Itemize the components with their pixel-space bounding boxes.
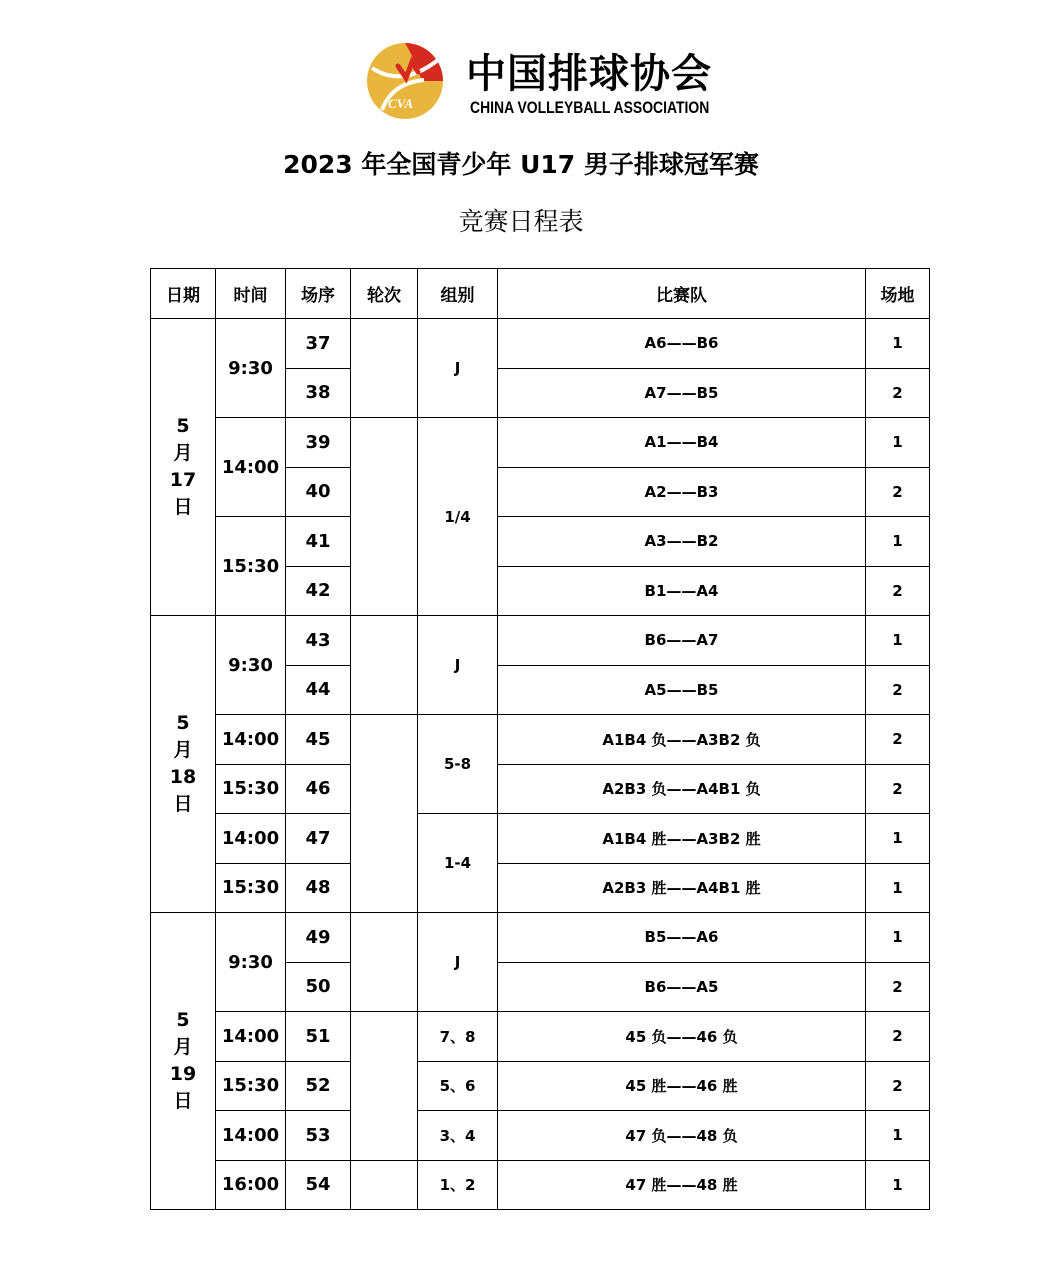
association-name-en: CHINA VOLLEYBALL ASSOCIATION [470, 98, 710, 117]
group-cell: 3、4 [418, 1111, 498, 1161]
date-part: 月 [173, 442, 193, 464]
date-part: 5 [176, 712, 190, 734]
table-row [151, 319, 930, 369]
venue-cell: 1 [866, 616, 930, 666]
teams-cell: A2B3 胜——A4B1 胜 [498, 863, 866, 913]
date-cell [151, 616, 216, 913]
teams-cell: A2——B3 [498, 467, 866, 517]
date-part: 月 [173, 739, 193, 761]
venue-cell: 1 [866, 517, 930, 567]
seq-cell: 39 [286, 418, 351, 468]
round-cell [351, 319, 418, 418]
header-venue: 场地 [866, 269, 930, 319]
seq-cell: 50 [286, 962, 351, 1012]
teams-cell: A6——B6 [498, 319, 866, 369]
time-cell: 14:00 [216, 715, 286, 765]
time-cell: 16:00 [216, 1160, 286, 1210]
time-cell: 14:00 [216, 418, 286, 517]
date-part: 5 [176, 415, 190, 437]
date-part: 日 [173, 793, 193, 815]
header-round: 轮次 [351, 269, 418, 319]
round-cell [351, 913, 418, 1012]
seq-cell: 41 [286, 517, 351, 567]
volleyball-emblem-icon [362, 38, 462, 124]
header-teams: 比赛队 [498, 269, 866, 319]
header-seq: 场序 [286, 269, 351, 319]
teams-cell: A1B4 负——A3B2 负 [498, 715, 866, 765]
venue-cell: 1 [866, 863, 930, 913]
teams-cell: B6——A5 [498, 962, 866, 1012]
venue-cell: 2 [866, 1061, 930, 1111]
date-cell [151, 319, 216, 616]
seq-cell: 53 [286, 1111, 351, 1161]
table-row [151, 418, 930, 468]
header-date: 日期 [151, 269, 216, 319]
table-header-row [151, 269, 930, 319]
time-cell: 15:30 [216, 1061, 286, 1111]
table-row [151, 715, 930, 765]
teams-cell: 45 负——46 负 [498, 1012, 866, 1062]
round-cell [351, 1012, 418, 1161]
seq-cell: 40 [286, 467, 351, 517]
seq-cell: 52 [286, 1061, 351, 1111]
cva-logo [362, 38, 712, 124]
teams-cell: 45 胜——46 胜 [498, 1061, 866, 1111]
venue-cell: 2 [866, 715, 930, 765]
round-cell [351, 616, 418, 715]
schedule-body [151, 319, 930, 1210]
teams-cell: A5——B5 [498, 665, 866, 715]
group-cell: J [418, 616, 498, 715]
venue-cell: 2 [866, 1012, 930, 1062]
header-time: 时间 [216, 269, 286, 319]
time-cell: 14:00 [216, 814, 286, 864]
venue-cell: 1 [866, 418, 930, 468]
venue-cell: 2 [866, 566, 930, 616]
badge-text: CVA [388, 96, 414, 111]
round-cell [351, 418, 418, 616]
seq-cell: 51 [286, 1012, 351, 1062]
table-row [151, 913, 930, 963]
seq-cell: 43 [286, 616, 351, 666]
group-cell: 7、8 [418, 1012, 498, 1062]
schedule-table [150, 268, 930, 1210]
seq-cell: 45 [286, 715, 351, 765]
venue-cell: 2 [866, 665, 930, 715]
seq-cell: 49 [286, 913, 351, 963]
seq-cell: 44 [286, 665, 351, 715]
date-cell [151, 913, 216, 1210]
time-cell: 15:30 [216, 517, 286, 616]
seq-cell: 46 [286, 764, 351, 814]
teams-cell: A7——B5 [498, 368, 866, 418]
page-subtitle: 竞赛日程表 [458, 207, 584, 236]
group-cell: 5、6 [418, 1061, 498, 1111]
round-cell [351, 1160, 418, 1210]
time-cell: 14:00 [216, 1012, 286, 1062]
venue-cell: 2 [866, 467, 930, 517]
venue-cell: 2 [866, 764, 930, 814]
seq-cell: 47 [286, 814, 351, 864]
teams-cell: B5——A6 [498, 913, 866, 963]
time-cell: 9:30 [216, 616, 286, 715]
time-cell: 14:00 [216, 1111, 286, 1161]
group-cell: 1-4 [418, 814, 498, 913]
date-part: 19 [169, 1063, 197, 1085]
table-row [151, 1111, 930, 1161]
seq-cell: 42 [286, 566, 351, 616]
date-part: 5 [176, 1009, 190, 1031]
seq-cell: 38 [286, 368, 351, 418]
teams-cell: A3——B2 [498, 517, 866, 567]
round-cell [351, 715, 418, 913]
table-row [151, 1012, 930, 1062]
association-name-cn: 中国排球协会 [466, 50, 712, 97]
table-row [151, 1061, 930, 1111]
table-row [151, 764, 930, 814]
table-row [151, 616, 930, 666]
group-cell: J [418, 913, 498, 1012]
seq-cell: 37 [286, 319, 351, 369]
table-row [151, 517, 930, 567]
group-cell: 1/4 [418, 418, 498, 616]
seq-cell: 54 [286, 1160, 351, 1210]
teams-cell: B1——A4 [498, 566, 866, 616]
table-row [151, 814, 930, 864]
time-cell: 9:30 [216, 319, 286, 418]
teams-cell: 47 胜——48 胜 [498, 1160, 866, 1210]
venue-cell: 2 [866, 368, 930, 418]
seq-cell: 48 [286, 863, 351, 913]
page-title: 2023 年全国青少年 U17 男子排球冠军赛 [283, 150, 759, 179]
teams-cell: B6——A7 [498, 616, 866, 666]
venue-cell: 1 [866, 319, 930, 369]
header-group: 组别 [418, 269, 498, 319]
table-row [151, 863, 930, 913]
time-cell: 15:30 [216, 764, 286, 814]
group-cell: J [418, 319, 498, 418]
teams-cell: A1B4 胜——A3B2 胜 [498, 814, 866, 864]
teams-cell: A1——B4 [498, 418, 866, 468]
venue-cell: 1 [866, 814, 930, 864]
date-part: 17 [169, 469, 197, 491]
group-cell: 5-8 [418, 715, 498, 814]
date-part: 日 [173, 496, 193, 518]
group-cell: 1、2 [418, 1160, 498, 1210]
date-part: 月 [173, 1036, 193, 1058]
time-cell: 9:30 [216, 913, 286, 1012]
table-row [151, 1160, 930, 1210]
venue-cell: 1 [866, 913, 930, 963]
teams-cell: 47 负——48 负 [498, 1111, 866, 1161]
venue-cell: 1 [866, 1160, 930, 1210]
venue-cell: 2 [866, 962, 930, 1012]
teams-cell: A2B3 负——A4B1 负 [498, 764, 866, 814]
date-part: 日 [173, 1090, 193, 1112]
venue-cell: 1 [866, 1111, 930, 1161]
time-cell: 15:30 [216, 863, 286, 913]
date-part: 18 [169, 766, 197, 788]
